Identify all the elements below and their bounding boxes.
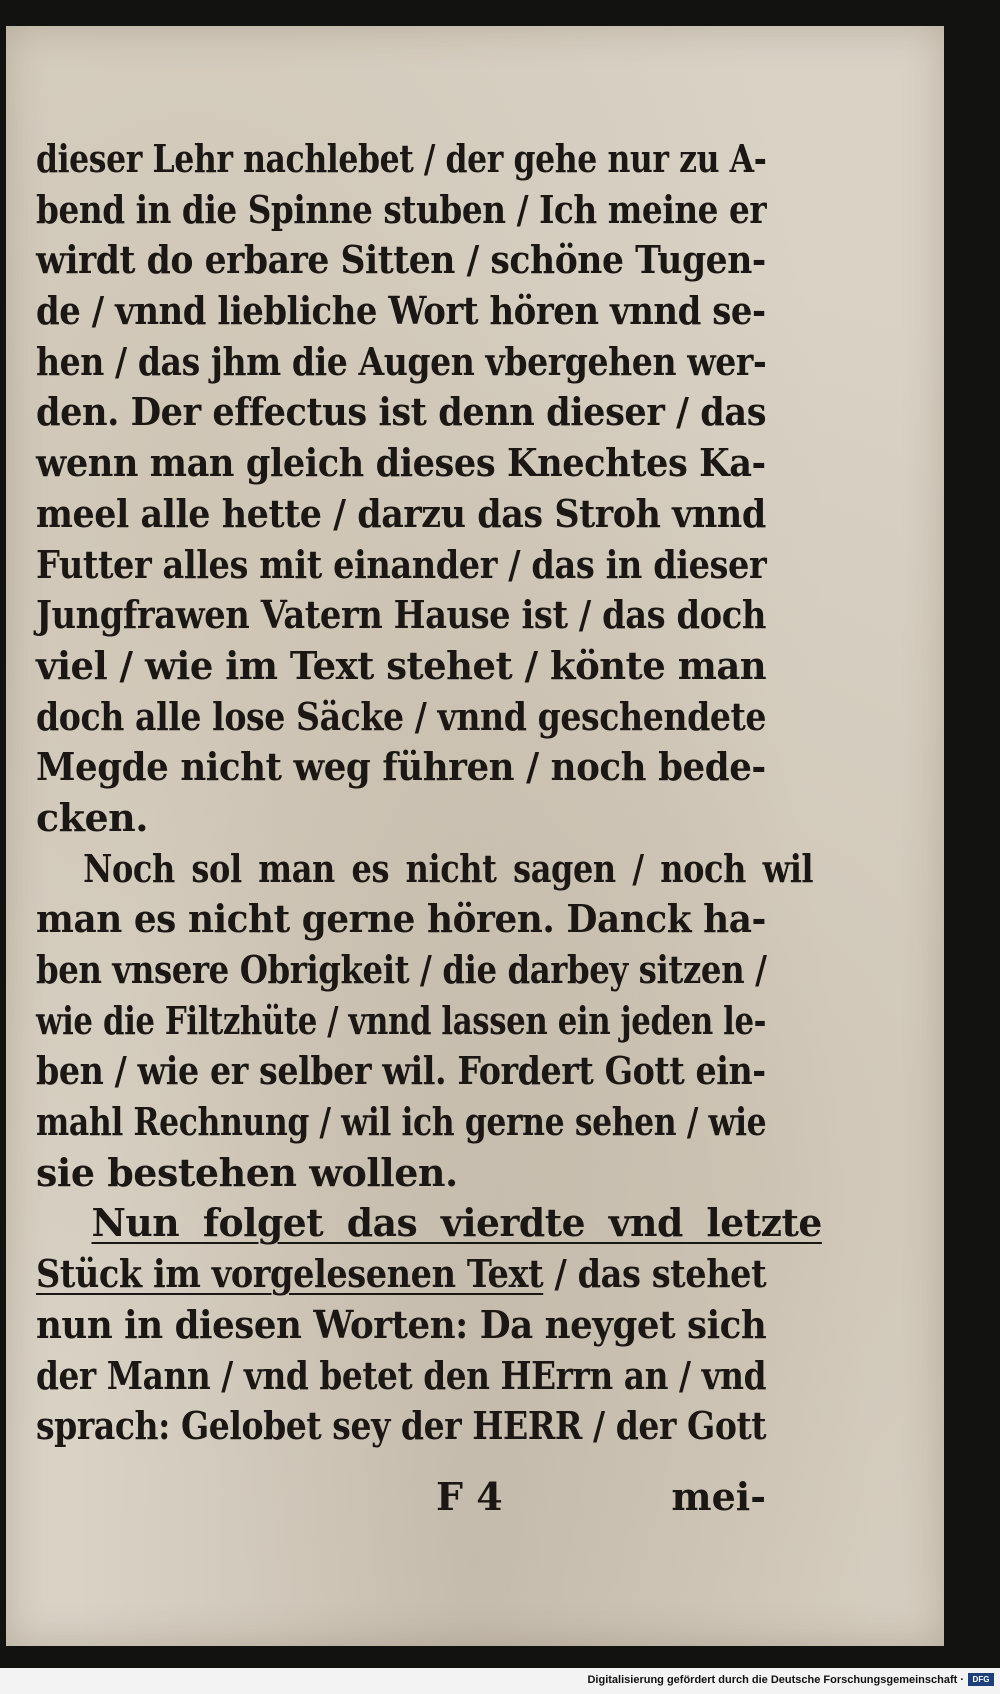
text-line: de / vnnd liebliche Wort hören vnnd se- (36, 288, 766, 334)
text-line: wenn man gleich dieses Knechtes Ka- (36, 440, 766, 486)
text-line: Noch sol man es nicht sagen / noch wil (83, 845, 814, 891)
text-line: ben vnsere Obrigkeit / die darbey sitzen / (36, 947, 767, 992)
text-line: doch alle lose Säcke / vnnd geschendete (36, 693, 767, 739)
text-line: hen / das jhm die Augen vbergehen wer- (36, 338, 767, 384)
text-line: viel / wie im Text stehet / könte man (36, 642, 767, 688)
text-line: wirdt do erbare Sitten / schöne Tugen- (36, 237, 766, 283)
text-line: mahl Rechnung / wil ich gerne sehen / wie (36, 1099, 767, 1145)
text-line: Jungfrawen Vatern Hause ist / das doch (36, 592, 766, 638)
text-line: Futter alles mit einander / das in dieser (36, 541, 767, 587)
text-line: der Mann / vnd betet den HErrn an / vnd (36, 1352, 767, 1398)
page-footer (36, 1474, 766, 1526)
text-line: ben / wie er selber wil. Fordert Gott ein- (36, 1048, 766, 1094)
text-line: man es nicht gerne hören. Danck ha- (36, 896, 766, 942)
line-rest: / das stehet (543, 1251, 767, 1297)
book-page (6, 26, 944, 1646)
digitization-banner (0, 1668, 1000, 1694)
text-line: den. Der effectus ist denn dieser / das (36, 389, 767, 435)
text-line: Megde nicht weg führen / noch bede- (36, 744, 766, 790)
text-line: nun in diesen Worten: Da neyget sich (36, 1301, 767, 1347)
dfg-logo: DFG (968, 1673, 994, 1686)
text-line: dieser Lehr nachlebet / der gehe nur zu A- (36, 136, 767, 181)
text-line: wie die Filtzhüte / vnnd lassen ein jeden le- (36, 997, 767, 1043)
digitization-credit: Digitalisierung gefördert durch die Deutsche Forschungsgemeinschaft · (587, 1674, 964, 1686)
text-line: sie bestehen wollen. (36, 1149, 458, 1195)
text-line: bend in die Spinne stuben / Ich meine er (36, 186, 767, 232)
text-line: meel alle hette / darzu das Stroh vnnd (36, 490, 766, 536)
page-text (36, 134, 822, 1452)
underlined-text: Nun folget das vierdte vnd letzte (91, 1200, 822, 1246)
text-line (36, 1249, 766, 1300)
text-line: cken. (36, 794, 149, 840)
catchword: mei- (671, 1474, 766, 1519)
text-line (36, 1198, 822, 1249)
signature-mark: F 4 (436, 1474, 503, 1519)
text-line: sprach: Gelobet sey der HERR / der Gott (36, 1403, 767, 1449)
underlined-text: Stück im vorgelesenen Text (36, 1251, 544, 1297)
